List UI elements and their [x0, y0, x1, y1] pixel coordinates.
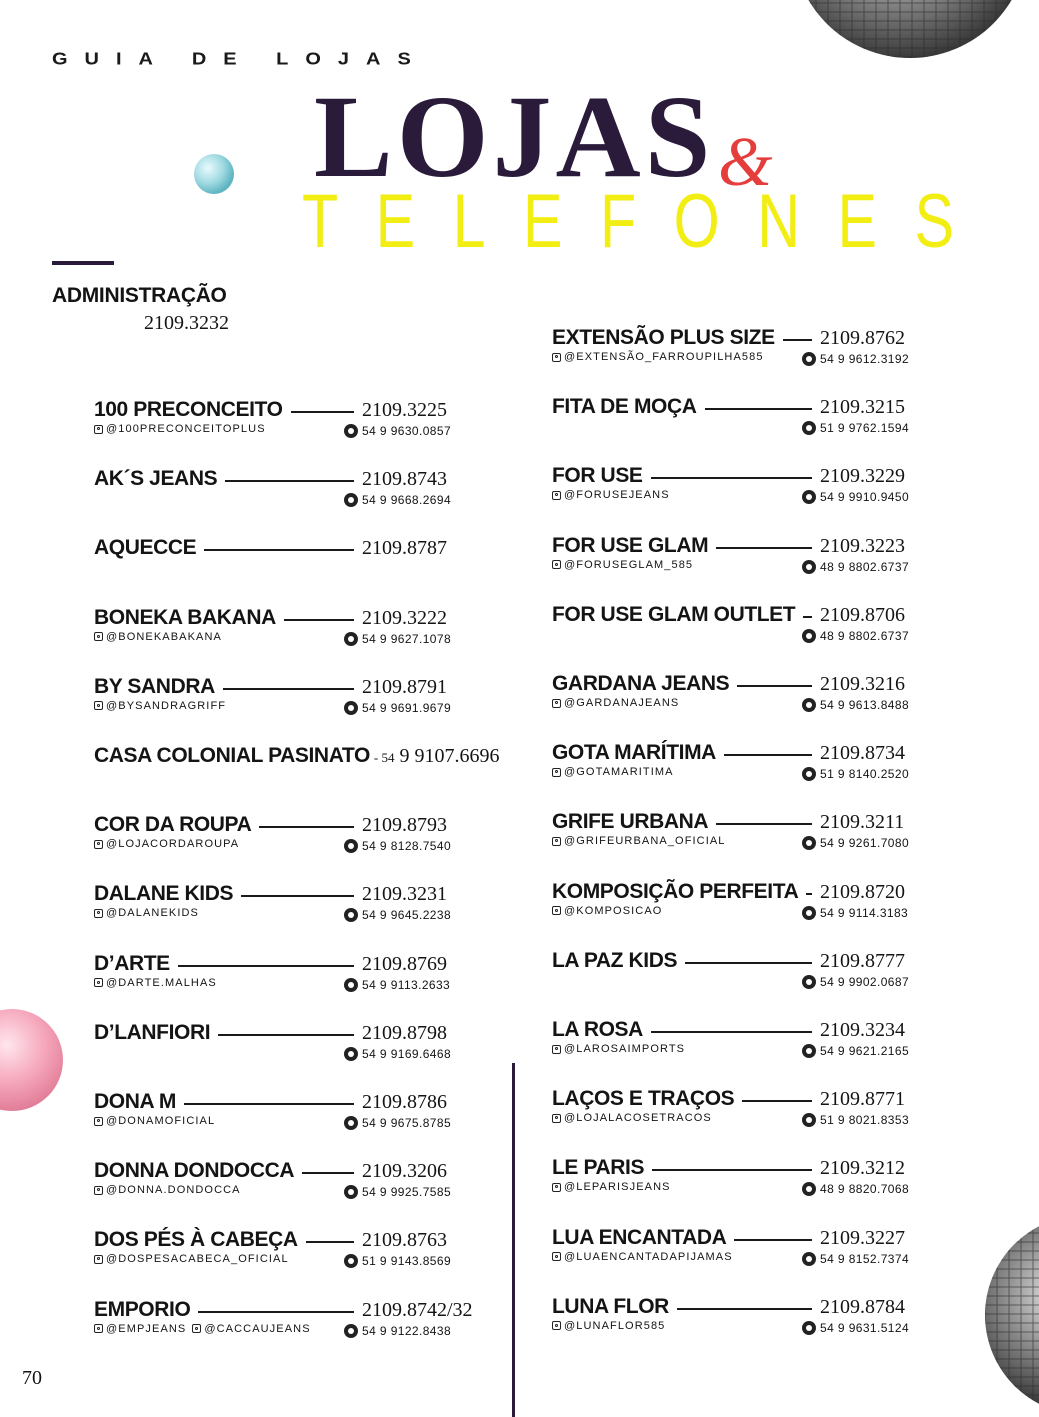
instagram-handles: [552, 1251, 733, 1263]
store-entry: [552, 464, 922, 514]
instagram-handle: @100PRECONCEITOPLUS: [106, 423, 266, 435]
instagram-handle: @LAROSAIMPORTS: [564, 1043, 686, 1055]
whatsapp-icon: [802, 352, 816, 366]
whatsapp-icon: [802, 698, 816, 712]
instagram-icon: [94, 632, 103, 641]
leader-line: [652, 1169, 812, 1171]
whatsapp-text: 54 9 9925.7585: [362, 1185, 452, 1200]
whatsapp-number: [344, 424, 451, 438]
whatsapp-number: [802, 1321, 909, 1335]
store-phone: 2109.8791: [362, 675, 447, 698]
instagram-icon: [552, 491, 561, 500]
store-phone: 2109.3215: [820, 396, 905, 419]
whatsapp-number: [802, 975, 909, 989]
whatsapp-text: 54 9 9114.3183: [820, 905, 909, 920]
instagram-handle: @DARTE.MALHAS: [106, 976, 217, 989]
whatsapp-number: [802, 629, 909, 643]
store-phone: 2109.3206: [362, 1160, 447, 1183]
instagram-icon: [94, 1117, 103, 1126]
page-title: LOJAS: [314, 71, 715, 202]
leader-line: [651, 477, 812, 479]
whatsapp-text: 51 9 8140.2520: [820, 767, 910, 782]
whatsapp-number: [344, 1047, 451, 1061]
store-name: GOTA MARÍTIMA: [552, 741, 716, 765]
store-name: LUNA FLOR: [552, 1294, 669, 1318]
store-phone: 2109.8762: [820, 327, 905, 349]
whatsapp-number: [802, 1113, 909, 1127]
whatsapp-icon: [802, 1044, 816, 1058]
store-name: D’ARTE: [94, 951, 170, 975]
whatsapp-text: 54 9 9902.0687: [820, 974, 910, 989]
instagram-handles: [94, 1253, 289, 1265]
instagram-handles: [94, 907, 199, 919]
store-phone: 2109.3231: [362, 883, 447, 906]
whatsapp-icon: [344, 1047, 358, 1061]
store-phone: 2109.8786: [362, 1091, 447, 1113]
leader-line: [223, 688, 354, 690]
leader-line: [705, 408, 812, 410]
store-name: LA PAZ KIDS: [552, 948, 678, 972]
admin-name: ADMINISTRAÇÃO: [52, 284, 227, 307]
admin-phone: 2109.3232: [144, 312, 229, 334]
disco-ball-top-icon: [780, 0, 1039, 70]
store-entry: [94, 675, 494, 725]
whatsapp-text: 54 9 9612.3192: [820, 352, 910, 366]
whatsapp-icon: [344, 632, 358, 646]
store-entry: [552, 672, 922, 722]
store-name: BONEKA BAKANA: [94, 605, 276, 629]
whatsapp-number: [802, 352, 909, 366]
whatsapp-number: [802, 906, 908, 920]
disco-ball-bottom-icon: [985, 1215, 1039, 1417]
instagram-handles: [94, 1115, 215, 1127]
instagram-icon: [94, 701, 103, 710]
whatsapp-icon: [802, 1182, 816, 1196]
instagram-icon: [94, 978, 103, 987]
instagram-handles: [94, 700, 226, 712]
whatsapp-text: 51 9 9762.1594: [820, 421, 910, 436]
store-name: KOMPOSIÇÃO PERFEITA: [552, 879, 799, 903]
store-entry: [552, 534, 922, 584]
store-name: GARDANA JEANS: [552, 672, 730, 695]
leader-line: [259, 826, 354, 828]
whatsapp-number: [344, 1185, 451, 1199]
leader-line: [306, 1241, 354, 1243]
store-entry: [94, 467, 494, 517]
leader-line: [291, 411, 354, 413]
store-entry: [94, 882, 494, 932]
whatsapp-text: 54 9 8152.7374: [820, 1251, 910, 1266]
instagram-handles: [94, 631, 222, 643]
store-name: DONNA DONDOCCA: [94, 1159, 295, 1183]
store-entry: [552, 741, 922, 791]
leader-line: [651, 1031, 812, 1033]
instagram-handles: [552, 835, 726, 847]
store-phone: 2109.3211: [820, 811, 905, 834]
instagram-icon: [552, 1252, 561, 1261]
store-entry: [94, 1228, 494, 1278]
instagram-handles: [94, 1184, 241, 1196]
leader-line: [685, 962, 812, 964]
instagram-icon: [552, 1114, 561, 1123]
store-entry: [94, 536, 494, 586]
instagram-handle: @DALANEKIDS: [106, 907, 199, 920]
leader-line: [734, 1239, 812, 1241]
store-name: LUA ENCANTADA: [552, 1225, 727, 1249]
store-entry: [552, 949, 922, 999]
whatsapp-icon: [344, 1324, 358, 1338]
store-phone: 2109.3227: [820, 1226, 905, 1249]
instagram-handle: @DONAMOFICIAL: [106, 1115, 216, 1127]
store-entry: [94, 398, 494, 448]
whatsapp-number: [344, 1254, 451, 1268]
store-entry: [552, 1226, 922, 1276]
store-phone: 2109.8720: [820, 880, 905, 903]
whatsapp-text: 54 9 9122.8438: [362, 1323, 452, 1338]
leader-line: [803, 616, 812, 618]
store-name: BY SANDRA: [94, 674, 215, 698]
whatsapp-icon: [802, 906, 816, 920]
store-phone: 2109.8742/32: [362, 1298, 473, 1321]
whatsapp-icon: [344, 1185, 358, 1199]
instagram-icon: [94, 425, 103, 434]
instagram-handles: [94, 423, 266, 435]
instagram-handles: [94, 838, 239, 850]
leader-line: [716, 547, 812, 549]
store-phone: 2109.3223: [820, 534, 905, 557]
store-phone: 2109.8769: [362, 952, 447, 975]
instagram-handle: @LOJACORDAROUPA: [106, 838, 240, 851]
instagram-icon: [552, 699, 561, 708]
store-name: GRIFE URBANA: [552, 810, 709, 834]
guide-label: GUIA DE LOJAS: [52, 49, 428, 69]
whatsapp-icon: [802, 560, 816, 574]
instagram-icon: [94, 840, 103, 849]
leader-line: [184, 1103, 354, 1105]
instagram-handles: [552, 1320, 665, 1332]
instagram-handle: @CACCAUJEANS: [204, 1322, 311, 1335]
store-phone: 2109.3234: [820, 1019, 905, 1041]
instagram-handle: @DONNA.DONDOCCA: [106, 1184, 241, 1197]
instagram-icon: [94, 1186, 103, 1195]
column-divider: [512, 1063, 515, 1417]
instagram-handles: [552, 1043, 685, 1055]
store-phone: 2109.3222: [362, 606, 447, 629]
whatsapp-number: [802, 1044, 909, 1058]
store-phone: 2109.3216: [820, 673, 905, 695]
whatsapp-text: 54 9 9645.2238: [362, 908, 452, 923]
instagram-handles: [552, 1181, 671, 1193]
store-phone-number: 9 9107.6696: [394, 745, 500, 767]
store-name: AK´S JEANS: [94, 467, 218, 491]
leader-line: [284, 619, 354, 621]
store-entry: [94, 606, 494, 656]
instagram-icon: [552, 560, 561, 569]
whatsapp-icon: [344, 493, 358, 507]
whatsapp-number: [344, 632, 451, 646]
instagram-icon: [552, 837, 561, 846]
instagram-icon: [552, 1183, 561, 1192]
store-entry: [94, 1159, 494, 1209]
store-entry: [552, 326, 922, 376]
whatsapp-icon: [802, 490, 816, 504]
instagram-handle: @GOTAMARITIMA: [564, 766, 674, 779]
whatsapp-icon: [344, 839, 358, 853]
whatsapp-text: 54 9 9169.6468: [362, 1046, 452, 1061]
store-phone-prefix: - 54: [373, 750, 395, 765]
instagram-icon: [552, 1045, 561, 1054]
instagram-handle: @LOJALACOSETRACOS: [564, 1112, 712, 1125]
store-name: LAÇOS E TRAÇOS: [552, 1087, 735, 1111]
whatsapp-number: [802, 767, 909, 781]
whatsapp-text: 54 9 9621.2165: [820, 1044, 910, 1058]
whatsapp-number: [344, 839, 451, 853]
instagram-handle: @GRIFEURBANA_OFICIAL: [564, 835, 726, 848]
store-name: DOS PÉS À CABEÇA: [94, 1228, 298, 1252]
page-subtitle: TELEFONES: [302, 179, 992, 264]
store-name: FOR USE: [552, 464, 643, 488]
store-entry: [552, 1018, 922, 1068]
page-number: 70: [22, 1367, 42, 1389]
store-name: EXTENSÃO PLUS SIZE: [552, 326, 775, 349]
instagram-handles: [552, 559, 693, 571]
whatsapp-number: [344, 701, 451, 715]
pink-bubble-icon: [0, 1008, 64, 1112]
instagram-handle: @LEPARISJEANS: [564, 1181, 671, 1194]
store-phone: 2109.8798: [362, 1021, 447, 1044]
instagram-icon: [552, 1321, 561, 1330]
leader-line: [241, 895, 354, 897]
whatsapp-number: [802, 1252, 909, 1266]
leader-line: [742, 1100, 812, 1102]
store-entry: [552, 395, 922, 445]
whatsapp-icon: [344, 978, 358, 992]
whatsapp-icon: [344, 424, 358, 438]
instagram-handles: [94, 1323, 311, 1335]
whatsapp-text: 54 9 9668.2694: [362, 493, 452, 508]
whatsapp-icon: [344, 701, 358, 715]
whatsapp-text: 54 9 9630.0857: [362, 424, 452, 438]
store-entry: [94, 1298, 494, 1348]
store-phone: 2109.8793: [362, 814, 447, 837]
instagram-icon: [94, 1324, 103, 1333]
store-name: FITA DE MOÇA: [552, 395, 697, 419]
store-phone: 2109.3229: [820, 465, 905, 488]
store-phone: 2109.8784: [820, 1295, 905, 1318]
whatsapp-icon: [802, 1321, 816, 1335]
instagram-handles: [552, 905, 662, 917]
leader-line: [677, 1308, 812, 1310]
instagram-icon: [94, 909, 103, 918]
leader-line: [198, 1311, 354, 1313]
store-name: DALANE KIDS: [94, 882, 234, 906]
store-name: 100 PRECONCEITO: [94, 398, 283, 421]
instagram-handles: [552, 766, 674, 778]
store-entry: [94, 1090, 494, 1140]
store-entry: [94, 744, 500, 794]
instagram-handle: @EMPJEANS: [106, 1322, 187, 1335]
whatsapp-number: [344, 1116, 451, 1130]
whatsapp-icon: [344, 1116, 358, 1130]
whatsapp-icon: [802, 1113, 816, 1127]
store-name: LE PARIS: [552, 1156, 645, 1180]
whatsapp-number: [802, 421, 909, 435]
whatsapp-number: [802, 560, 909, 574]
whatsapp-text: 54 9 9261.7080: [820, 836, 910, 851]
whatsapp-number: [344, 908, 451, 922]
instagram-handle: @LUAENCANTADAPIJAMAS: [564, 1250, 733, 1263]
whatsapp-text: 54 9 9691.9679: [362, 700, 452, 715]
store-phone: 2109.8777: [820, 949, 905, 972]
store-entry: [94, 1021, 494, 1071]
store-name: EMPORIO: [94, 1297, 191, 1321]
whatsapp-number: [802, 490, 909, 504]
instagram-handle: @DOSPESACABECA_OFICIAL: [106, 1253, 289, 1266]
instagram-handles: [94, 977, 217, 989]
instagram-handle: @FORUSEJEANS: [564, 489, 670, 502]
store-name: CASA COLONIAL PASINATO: [94, 744, 370, 767]
leader-line: [204, 549, 354, 551]
store-phone: [374, 745, 500, 768]
whatsapp-icon: [344, 908, 358, 922]
whatsapp-text: 54 9 9613.8488: [820, 698, 910, 712]
whatsapp-number: [344, 493, 451, 507]
instagram-handle: @LUNAFLOR585: [564, 1319, 666, 1332]
whatsapp-text: 54 9 9631.5124: [820, 1320, 910, 1335]
store-name: DONA M: [94, 1090, 176, 1113]
whatsapp-text: 51 9 9143.8569: [362, 1254, 452, 1269]
instagram-handle: @BONEKABAKANA: [106, 630, 222, 643]
instagram-handle: @GARDANAJEANS: [564, 697, 680, 709]
store-phone: 2109.3212: [820, 1157, 905, 1180]
instagram-handles: [552, 351, 764, 363]
instagram-icon: [94, 1255, 103, 1264]
instagram-handles: [552, 1112, 712, 1124]
store-name: D’LANFIORI: [94, 1020, 211, 1044]
instagram-icon: [552, 906, 561, 915]
section-divider: [52, 261, 114, 265]
whatsapp-text: 54 9 9113.2633: [362, 977, 451, 992]
whatsapp-icon: [802, 629, 816, 643]
store-entry: [94, 813, 494, 863]
leader-line: [218, 1034, 354, 1036]
leader-line: [225, 480, 354, 482]
whatsapp-text: 54 9 8128.7540: [362, 839, 452, 854]
store-phone: 2109.8734: [820, 742, 905, 765]
store-entry: [552, 603, 922, 653]
whatsapp-number: [344, 1324, 451, 1338]
whatsapp-number: [802, 836, 909, 850]
blue-bubble-icon: [193, 153, 235, 195]
whatsapp-icon: [802, 767, 816, 781]
instagram-handles: [552, 489, 670, 501]
leader-line: [302, 1172, 354, 1174]
instagram-icon: [192, 1324, 201, 1333]
whatsapp-text: 54 9 9910.9450: [820, 490, 910, 505]
store-entry: [552, 1295, 922, 1345]
leader-line: [737, 685, 812, 687]
whatsapp-text: 54 9 9675.8785: [362, 1116, 452, 1130]
leader-line: [724, 754, 812, 756]
instagram-handle: @BYSANDRAGRIFF: [106, 699, 227, 712]
whatsapp-icon: [802, 836, 816, 850]
instagram-handles: [552, 697, 679, 709]
whatsapp-icon: [802, 1252, 816, 1266]
store-name: COR DA ROUPA: [94, 813, 252, 837]
store-name: FOR USE GLAM OUTLET: [552, 602, 796, 626]
leader-line: [716, 823, 812, 825]
store-phone: 2109.8743: [362, 468, 447, 491]
instagram-icon: [552, 768, 561, 777]
leader-line: [783, 339, 812, 341]
instagram-handle: @KOMPOSICAO: [564, 904, 663, 917]
instagram-handle: @EXTENSÃO_FARROUPILHA585: [564, 351, 764, 363]
store-name: AQUECCE: [94, 536, 197, 560]
whatsapp-number: [802, 698, 909, 712]
whatsapp-icon: [802, 421, 816, 435]
store-phone: 2109.8706: [820, 603, 905, 626]
whatsapp-icon: [344, 1254, 358, 1268]
store-entry: [94, 952, 494, 1002]
whatsapp-number: [802, 1182, 909, 1196]
instagram-handle: @FORUSEGLAM_585: [564, 558, 694, 571]
store-phone: 2109.3225: [362, 399, 447, 421]
whatsapp-text: 48 9 8820.7068: [820, 1182, 910, 1197]
whatsapp-text: 48 9 8802.6737: [820, 559, 910, 574]
store-entry: [552, 810, 922, 860]
whatsapp-text: 48 9 8802.6737: [820, 628, 910, 643]
store-name: LA ROSA: [552, 1018, 643, 1041]
leader-line: [178, 965, 354, 967]
store-entry: [552, 1087, 922, 1137]
store-entry: [552, 1156, 922, 1206]
store-phone: 2109.8787: [362, 537, 447, 560]
title-ampersand: &: [718, 124, 773, 201]
whatsapp-number: [344, 978, 450, 992]
instagram-icon: [552, 353, 561, 362]
store-phone: 2109.8763: [362, 1229, 447, 1252]
store-name: FOR USE GLAM: [552, 533, 709, 557]
whatsapp-text: 54 9 9627.1078: [362, 631, 452, 646]
store-phone: 2109.8771: [820, 1088, 905, 1111]
leader-line: [806, 893, 812, 895]
store-entry: [552, 880, 922, 930]
whatsapp-icon: [802, 975, 816, 989]
whatsapp-text: 51 9 8021.8353: [820, 1113, 910, 1128]
